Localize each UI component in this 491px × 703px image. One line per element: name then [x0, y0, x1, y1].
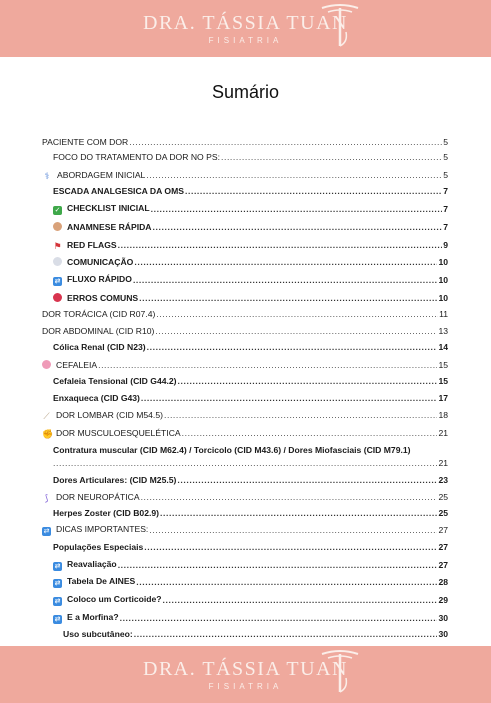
toc-entry[interactable]	[53, 204, 448, 215]
toc-entry-label: RED FLAGS	[67, 240, 117, 250]
toc-entry-page: 23	[438, 475, 448, 485]
toc-entry-page: 30	[438, 629, 448, 639]
flexed-arm-icon: ✊	[42, 429, 54, 439]
toc-entry-label: CEFALEIA	[56, 360, 98, 370]
toc-entry[interactable]	[53, 240, 448, 251]
leader-dots	[144, 542, 437, 553]
toc-entry-page: 10	[438, 275, 448, 285]
toc-entry-page: 5	[443, 152, 448, 162]
toc-entry-label: Reavaliação	[67, 559, 117, 569]
toc-entry-label: Contratura muscular (CID M62.4) / Torcicolo (CID M43.6) / Dores Miofasciais (CID M79.1)	[53, 445, 411, 455]
toc-entry-label: Enxaqueca (CID G43)	[53, 393, 140, 403]
leader-dots	[221, 152, 442, 163]
toc-entry-wrapped[interactable]	[53, 445, 448, 456]
brand-logo	[143, 658, 348, 691]
leader-dots	[136, 577, 437, 588]
toc-entry-label: Populações Especiais	[53, 542, 144, 552]
leader-dots	[141, 393, 438, 404]
toc-entry[interactable]	[53, 222, 448, 233]
toc-entry[interactable]	[53, 342, 448, 353]
toc-entry-continuation	[53, 458, 448, 469]
toc-entry-label: FLUXO RÁPIDO	[67, 274, 132, 284]
leader-dots	[146, 170, 442, 181]
toc-entry-label: FOCO DO TRATAMENTO DA DOR NO PS:	[53, 152, 220, 162]
leader-dots	[153, 222, 443, 233]
footer-banner	[0, 646, 491, 703]
toc-entry-label: Uso subcutâneo:	[63, 629, 133, 639]
bone-icon: ⟋	[43, 411, 50, 421]
toc-entry[interactable]	[53, 508, 448, 519]
leader-dots	[139, 293, 437, 304]
toc-entry-page: 28	[438, 577, 448, 587]
toc-entry[interactable]	[53, 152, 448, 163]
toc-entry-label: DOR NEUROPÁTICA	[56, 492, 140, 502]
toc-entry[interactable]	[42, 492, 448, 503]
toc-entry[interactable]	[53, 595, 448, 606]
page-title: Sumário	[211, 82, 280, 102]
toc-entry[interactable]	[42, 137, 448, 148]
leader-dots	[98, 360, 437, 371]
toc-entry[interactable]	[53, 186, 448, 197]
toc-entry-page: 27	[438, 542, 448, 552]
toc-entry[interactable]	[42, 309, 448, 320]
leader-dots	[177, 475, 437, 486]
stethoscope-icon: ⚕	[44, 171, 50, 181]
syringe-icon	[53, 222, 62, 231]
toc-entry-label: Cólica Renal (CID N23)	[53, 342, 146, 352]
leader-dots	[134, 629, 438, 640]
leader-dots	[151, 204, 443, 215]
toc-entry[interactable]	[53, 577, 448, 588]
monogram-icon	[318, 648, 362, 696]
toc-entry-page: 7	[443, 204, 448, 214]
brand-logo	[143, 12, 348, 45]
leader-dots	[120, 613, 438, 624]
leader-dots	[178, 376, 438, 387]
leader-dots	[163, 595, 438, 606]
leader-dots	[133, 275, 438, 286]
toc-entry-label: COMUNICAÇÃO	[67, 257, 134, 267]
leader-dots	[164, 410, 437, 421]
toc-entry-label: ANAMNESE RÁPIDA	[67, 222, 152, 232]
toc-entry-page: 25	[438, 508, 448, 518]
leader-dots	[141, 492, 438, 503]
toc-entry-label: ESCADA ANALGESICA DA OMS	[53, 186, 184, 196]
toc-entry-page: 10	[438, 293, 448, 303]
toc-entry[interactable]	[42, 410, 448, 421]
arrows-flow-icon: ⇄	[54, 278, 61, 285]
toc-entry[interactable]	[53, 475, 448, 486]
brand-name: DRA. TÁSSIA TUAN	[143, 658, 348, 680]
toc-entry-label: Cefaleia Tensional (CID G44.2)	[53, 376, 177, 386]
toc-entry[interactable]	[42, 170, 448, 181]
toc-entry-label: Tabela De AINES	[67, 576, 136, 586]
toc-entry[interactable]	[42, 360, 448, 371]
toc-entry-label: Herpes Zoster (CID B02.9)	[53, 508, 160, 518]
toc-entry-label: Dores Articulares: (CID M25.5)	[53, 475, 177, 485]
toc-entry-page: 15	[438, 376, 448, 386]
toc-entry[interactable]	[42, 525, 448, 536]
toc-entry-page: 10	[438, 257, 448, 267]
brand-subtitle: FISIATRIA	[208, 36, 283, 45]
toc-entry-label: Coloco um Corticoide?	[67, 594, 162, 604]
brand-name: DRA. TÁSSIA TUAN	[143, 12, 348, 34]
toc-entry-page: 13	[438, 326, 448, 336]
brain-icon	[42, 360, 51, 369]
toc-entry-page: 9	[443, 240, 448, 250]
toc-entry-page: 15	[438, 360, 448, 370]
toc-entry-label: DOR TORÁCICA (CID R07.4)	[42, 309, 156, 319]
toc-entry-label: PACIENTE COM DOR	[42, 137, 129, 147]
leader-dots	[155, 326, 437, 337]
toc-entry-page: 21	[438, 458, 448, 468]
toc-entry[interactable]	[42, 428, 448, 439]
leader-dots	[129, 137, 442, 148]
leader-dots	[118, 240, 443, 251]
toc-entry-page: 17	[438, 393, 448, 403]
toc-entry[interactable]	[53, 257, 448, 268]
toc-entry[interactable]	[53, 542, 448, 553]
toc-entry-page: 5	[443, 170, 448, 180]
toc-entry-page: 14	[438, 342, 448, 352]
toc-entry[interactable]	[42, 326, 448, 337]
toc-entry-page: 27	[438, 560, 448, 570]
toc-entry-page: 7	[443, 222, 448, 232]
toc-entry-label: ABORDAGEM INICIAL	[57, 170, 146, 180]
arrows-flow-icon: ⇄	[54, 616, 61, 623]
leader-dots	[147, 342, 438, 353]
toc-entry-page: 27	[438, 525, 448, 535]
monogram-icon	[318, 2, 362, 50]
toc-entry[interactable]	[63, 629, 448, 640]
arrows-flow-icon: ⇄	[54, 580, 61, 587]
arrows-flow-icon: ⇄	[54, 563, 61, 570]
toc-entry-page: 5	[443, 137, 448, 147]
leader-dots	[156, 309, 438, 320]
stop-sign-icon	[53, 293, 62, 302]
leader-dots	[118, 560, 438, 571]
toc-entry-label: E a Morfina?	[67, 612, 119, 622]
toc-entry[interactable]	[53, 613, 448, 624]
leader-dots	[160, 508, 437, 519]
toc-entry-label: DOR ABDOMINAL (CID R10)	[42, 326, 155, 336]
toc-entry-page: 21	[438, 428, 448, 438]
speech-bubble-icon	[53, 257, 62, 266]
toc-entry-label: ERROS COMUNS	[67, 293, 139, 303]
toc-entry[interactable]	[53, 376, 448, 387]
leader-dots	[185, 186, 442, 197]
toc-entry-page: 11	[439, 309, 448, 319]
toc-entry-label: DOR MUSCULOESQUELÉTICA	[56, 428, 181, 438]
toc-entry-page: 29	[438, 595, 448, 605]
arrows-flow-icon: ⇄	[54, 598, 61, 605]
toc-entry[interactable]	[53, 560, 448, 571]
toc-entry-page: 25	[438, 492, 448, 502]
leader-dots	[149, 525, 437, 536]
toc-entry[interactable]	[53, 293, 448, 304]
brand-subtitle: FISIATRIA	[208, 682, 283, 691]
header-banner	[0, 0, 491, 57]
checkmark-icon: ✓	[54, 207, 61, 214]
dna-icon: ⟆	[44, 493, 49, 503]
toc-entry[interactable]	[53, 275, 448, 286]
toc-entry-page: 30	[438, 613, 448, 623]
toc-entry-label: CHECKLIST INICIAL	[67, 203, 150, 213]
toc-entry-page: 18	[438, 410, 448, 420]
leader-dots	[53, 458, 437, 469]
leader-dots	[182, 428, 438, 439]
toc-entry-label: DICAS IMPORTANTES:	[56, 524, 149, 534]
red-flag-icon: ⚑	[53, 241, 62, 251]
leader-dots	[134, 257, 437, 268]
toc-entry-label: DOR LOMBAR (CID M54.5)	[56, 410, 163, 420]
toc-entry-page: 7	[443, 186, 448, 196]
toc-entry[interactable]	[53, 393, 448, 404]
arrows-flow-icon: ⇄	[43, 528, 50, 535]
